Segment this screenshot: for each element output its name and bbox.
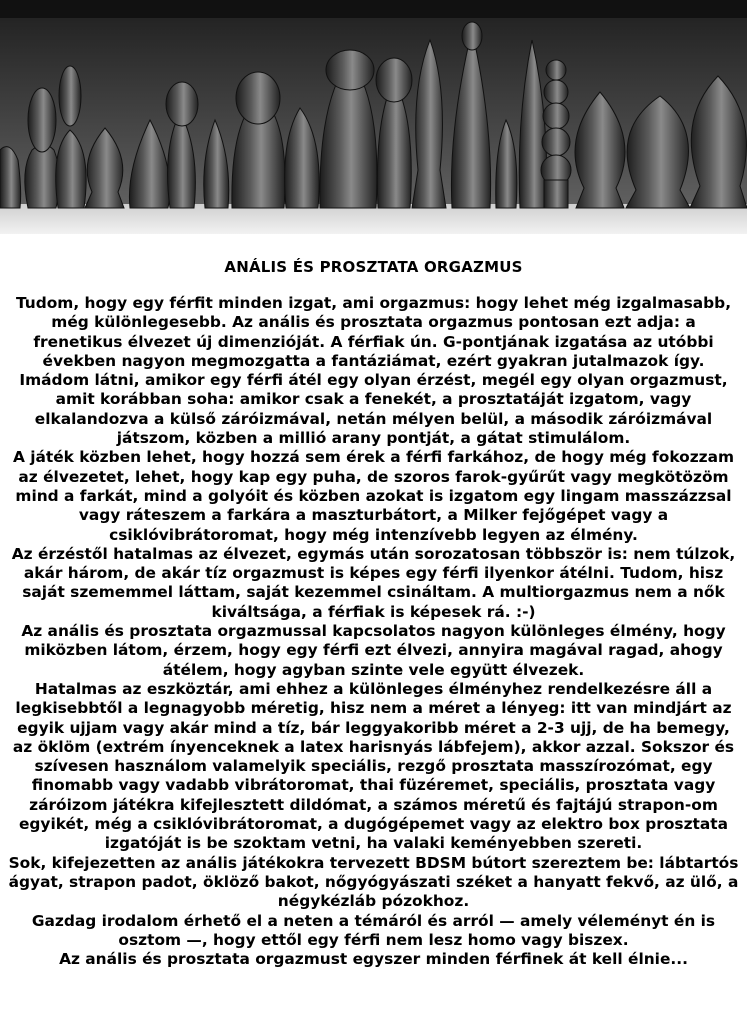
paragraph: A játék közben lehet, hogy hozzá sem érek a férfi farkához, de hogy még fokozzam az élvezetet, lehet, hogy kap egy puha, de szoros farok-gyűrűt vagy megkötözöm mind a farkát, mind a golyóit és közben azokat is izgatom egy lingam masszázzsal vagy ráteszem a farkára a maszturbátort, a Milker fejőgépet vagy a csiklóvibrátoromat, hogy még intenzívebb legyen az élmény. xyxy=(12,448,735,544)
article-title: ANÁLIS ÉS PROSZTATA ORGAZMUS xyxy=(224,258,523,276)
paragraph: Az anális és prosztata orgazmust egyszer minden férfinek át kell élnie... xyxy=(59,950,688,969)
header-photo xyxy=(0,0,747,234)
shelf-photo-illustration xyxy=(0,0,747,234)
paragraph: Tudom, hogy egy férfit minden izgat, ami orgazmus: hogy lehet még izgalmasabb, még különlegesebb. Az anális és prosztata orgazmus pontosan ezt adja: a frenetikus élvezet új dimenzióját. A férfiak ún. G-pontjának izgatása az utóbbi években nagyon megmozgatta a fantáziámat, ezért gyakran jutalmazok így. Imádom látni, amikor egy férfi átél egy olyan érzést, megél egy olyan orgazmust, amit korábban soha: amikor csak a fenekét, a prosztatáját izgatom, vagy elkalandozva a külső záróizmával, netán mélyen belül, a második záróizmával játszom, közben a millió arany pontját, a gátat stimulálom. xyxy=(15,294,732,448)
paragraph: Hatalmas az eszköztár, ami ehhez a különleges élményhez rendelkezésre áll a legkisebbtől a legnagyobb méretig, hisz nem a méret a lényeg: itt van mindjárt az egyik ujjam vagy akár mind a tíz, bár leggyakoribb méret a 2-3 ujj, de ha bemegy, az öklöm (extrém ínyenceknek a latex harisnyás lábfejem), akkor azzal. Sokszor és szívesen használom valamelyik speciális, rezgő prosztata masszírozómat, egy finomabb vagy vadabb vibrátoromat, thai füzéremet, speciális, prosztata vagy záróizom játékra kifejlesztett dildómat, a számos méretű és fajtájú strapon-om egyikét, még a csiklóvibrátoromat, a dugógépemet vagy az elektro box prosztata izgatóját is be szoktam vetni, ha valaki keményebben szereti. xyxy=(12,679,735,853)
paragraph: Az anális és prosztata orgazmussal kapcsolatos nagyon különleges élmény, hogy miközben látom, érzem, hogy egy férfi ezt élvezi, annyira magával ragad, ahogy átélem, hogy agyban szinte vele együtt élvezek. xyxy=(21,622,726,679)
paragraph: Gazdag irodalom érhető el a neten a témáról és arról — amely véleményt én is osztom —, hogy ettől egy férfi nem lesz homo vagy biszex. xyxy=(31,911,716,949)
paragraph: Az érzéstől hatalmas az élvezet, egymás után sorozatosan többször is: nem túlzok, akár három, de akár tíz orgazmust is képes egy férfi ilyenkor átélni. Tudom, hisz saját szememmel láttam, saját kezemmel csináltam. A multiorgazmus nem a nők kiváltsága, a férfiak is képesek rá. :-) xyxy=(11,544,736,621)
paragraph: Sok, kifejezetten az anális játékokra tervezett BDSM bútort szereztem be: lábtartós ágyat, strapon padot, öklöző bakot, nőgyógyászati széket a hanyatt fekvő, az ülő, a négykézláb pózokhoz. xyxy=(8,853,739,911)
article-body xyxy=(8,294,739,969)
